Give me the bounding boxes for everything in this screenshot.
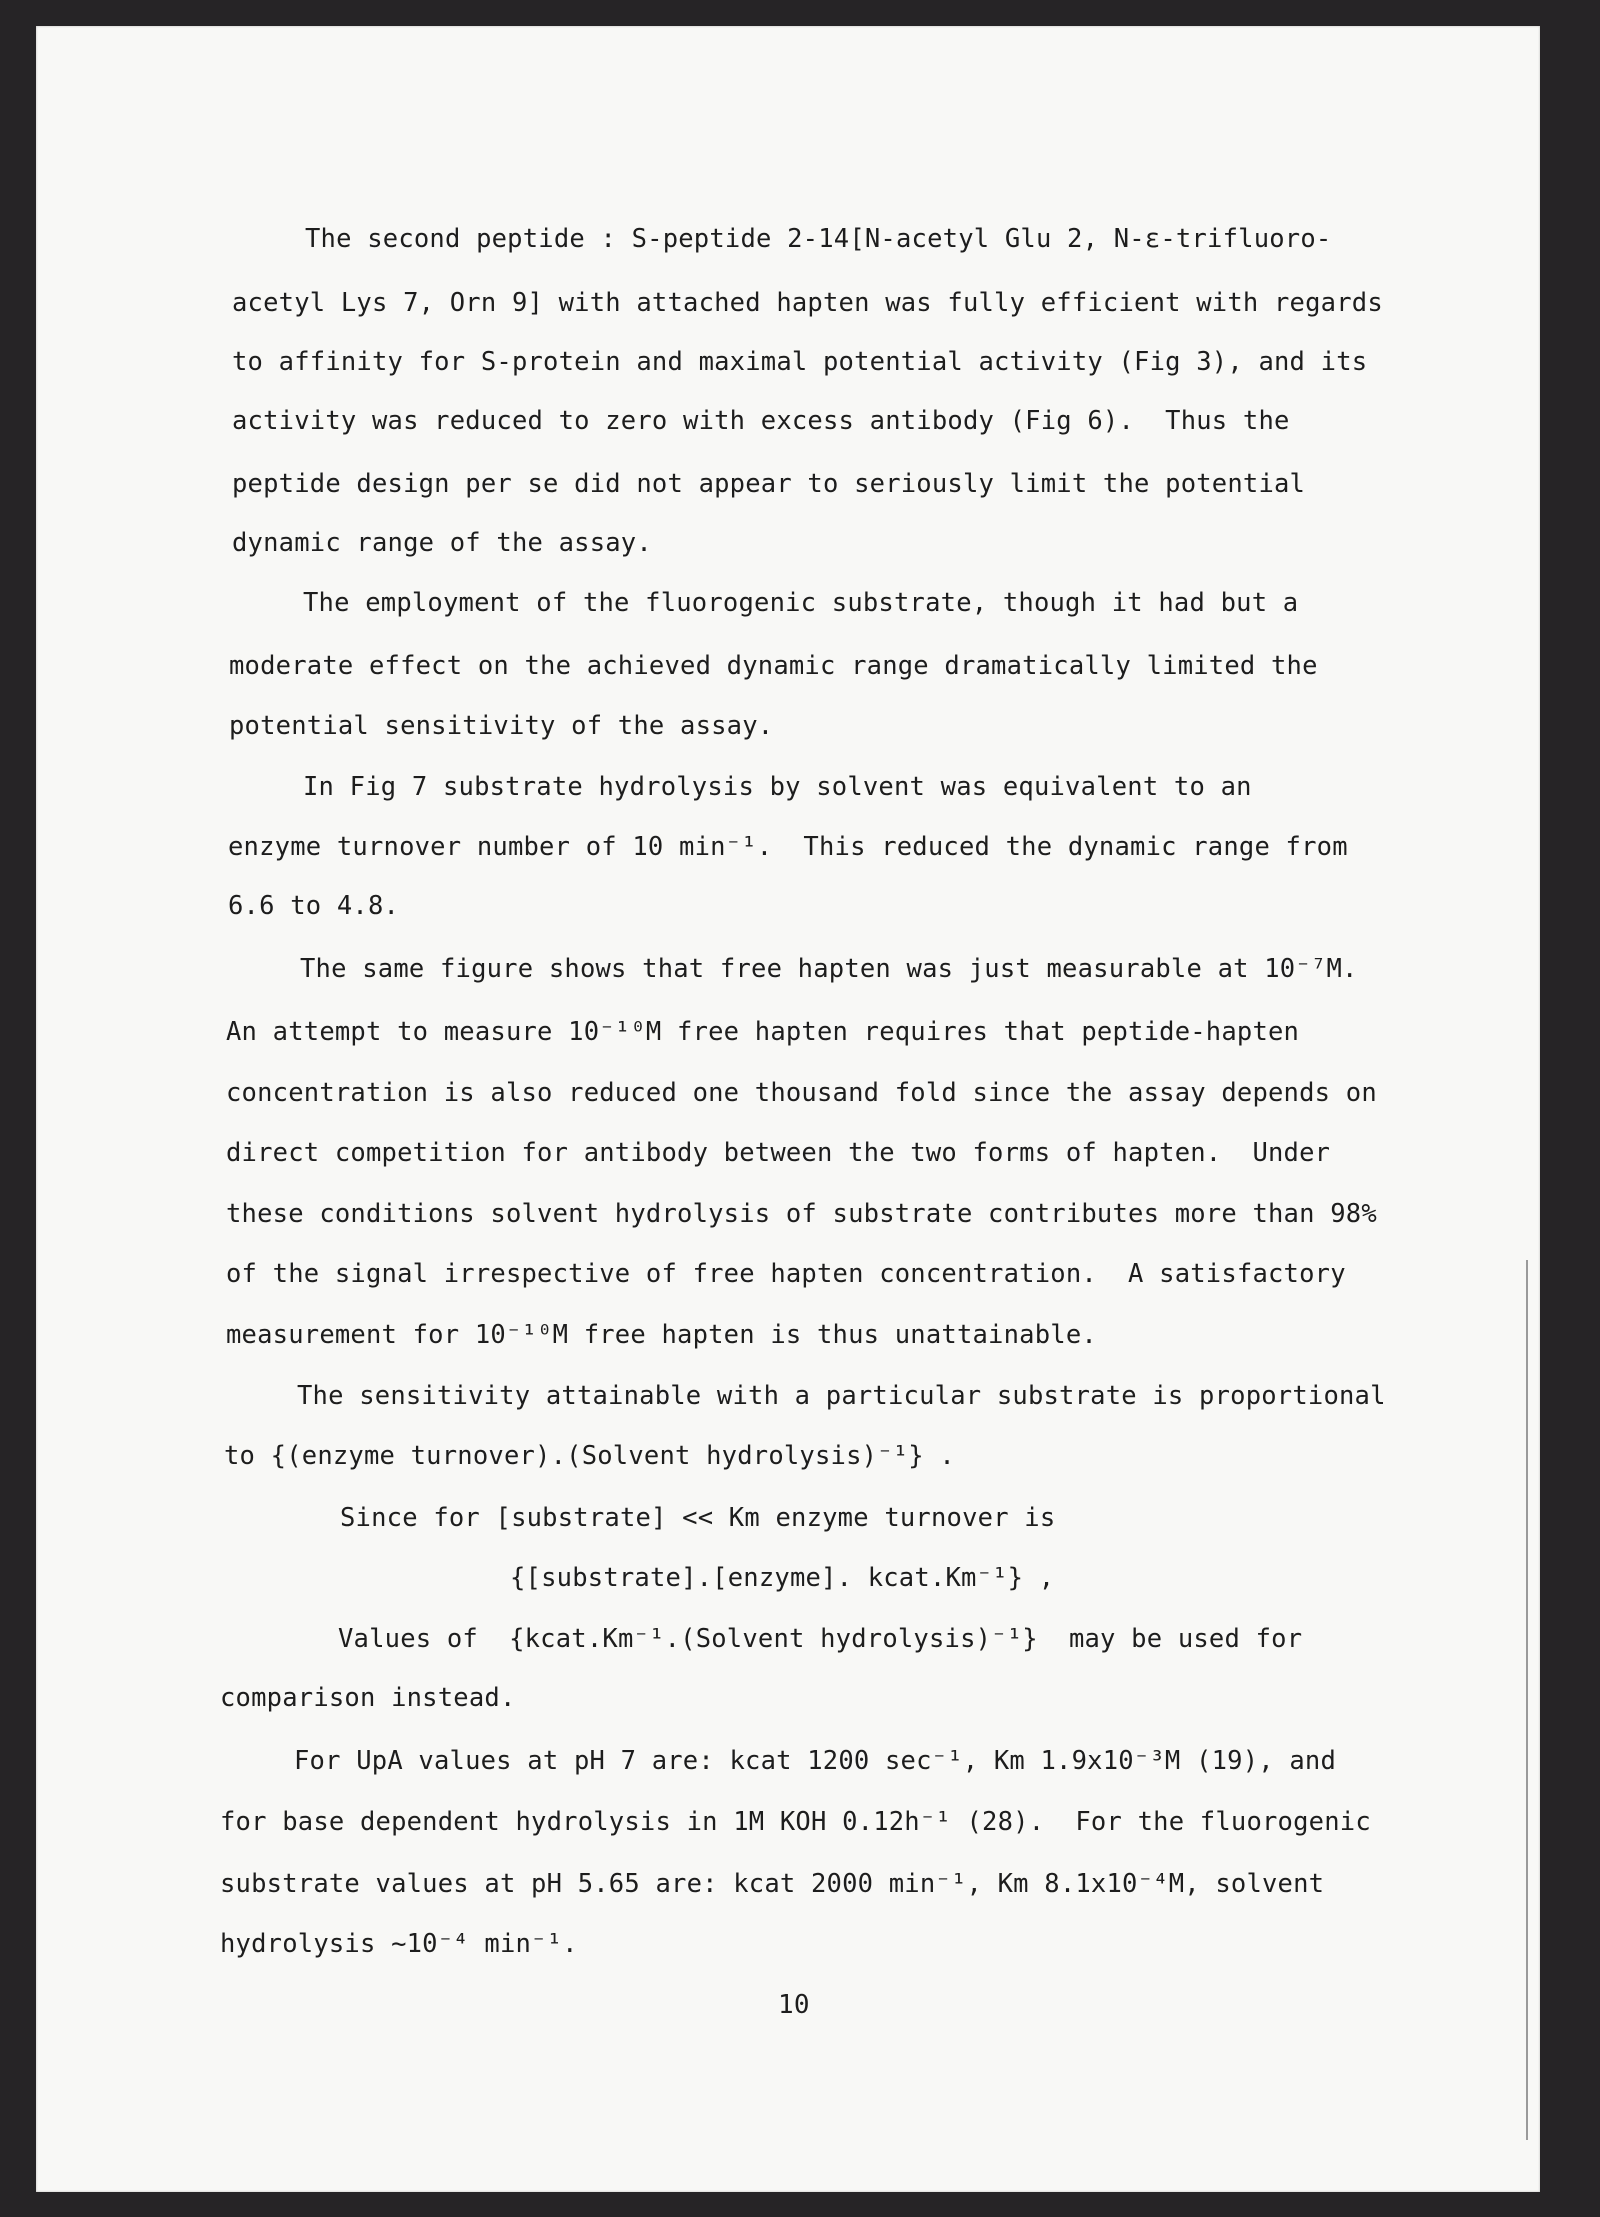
text-line: potential sensitivity of the assay. xyxy=(229,711,774,741)
text-line: of the signal irrespective of free hapten concentration. A satisfactory xyxy=(226,1259,1346,1289)
page-edge-line xyxy=(1526,1260,1528,2140)
text-line: In Fig 7 substrate hydrolysis by solvent was equivalent to an xyxy=(303,772,1252,802)
text-line: acetyl Lys 7, Orn 9] with attached hapten was fully efficient with regards xyxy=(232,288,1383,318)
text-line: The employment of the fluorogenic substrate, though it had but a xyxy=(303,588,1299,618)
text-line: peptide design per se did not appear to seriously limit the potential xyxy=(232,469,1306,499)
text-line: 6.6 to 4.8. xyxy=(228,891,400,921)
text-line: Since for [substrate] << Km enzyme turnover is xyxy=(340,1503,1056,1533)
text-line: for base dependent hydrolysis in 1M KOH 0.12h⁻¹ (28). For the fluorogenic xyxy=(220,1807,1371,1837)
text-line: For UpA values at pH 7 are: kcat 1200 sec⁻¹, Km 1.9x10⁻³M (19), and xyxy=(294,1746,1337,1776)
text-line: substrate values at pH 5.65 are: kcat 2000 min⁻¹, Km 8.1x10⁻⁴M, solvent xyxy=(220,1869,1325,1899)
text-line: moderate effect on the achieved dynamic range dramatically limited the xyxy=(229,651,1318,681)
text-line: measurement for 10⁻¹⁰M free hapten is thus unattainable. xyxy=(226,1320,1097,1350)
text-line: {[substrate].[enzyme]. kcat.Km⁻¹} , xyxy=(510,1563,1055,1593)
text-line: to affinity for S-protein and maximal potential activity (Fig 3), and its xyxy=(232,347,1368,377)
page-number: 10 xyxy=(778,1990,810,2020)
text-line: hydrolysis ~10⁻⁴ min⁻¹. xyxy=(220,1929,578,1959)
text-line: dynamic range of the assay. xyxy=(232,528,652,558)
text-line: Values of {kcat.Km⁻¹.(Solvent hydrolysis)⁻¹} may be used for xyxy=(338,1624,1303,1654)
text-line: these conditions solvent hydrolysis of substrate contributes more than 98% xyxy=(226,1199,1377,1229)
text-line: to {(enzyme turnover).(Solvent hydrolysis)⁻¹} . xyxy=(224,1441,955,1471)
text-line: The second peptide : S-peptide 2-14[N-acetyl Glu 2, N-ε-trifluoro- xyxy=(305,224,1332,254)
text-line: direct competition for antibody between the two forms of hapten. Under xyxy=(226,1138,1331,1168)
text-line: comparison instead. xyxy=(220,1683,516,1713)
text-line: activity was reduced to zero with excess antibody (Fig 6). Thus the xyxy=(232,406,1290,436)
text-line: The same figure shows that free hapten was just measurable at 10⁻⁷M. xyxy=(300,954,1358,984)
text-line: An attempt to measure 10⁻¹⁰M free hapten requires that peptide-hapten xyxy=(226,1017,1300,1047)
text-line: The sensitivity attainable with a particular substrate is proportional xyxy=(297,1381,1386,1411)
text-line: enzyme turnover number of 10 min⁻¹. This reduced the dynamic range from xyxy=(228,832,1348,862)
text-line: concentration is also reduced one thousand fold since the assay depends on xyxy=(226,1078,1377,1108)
